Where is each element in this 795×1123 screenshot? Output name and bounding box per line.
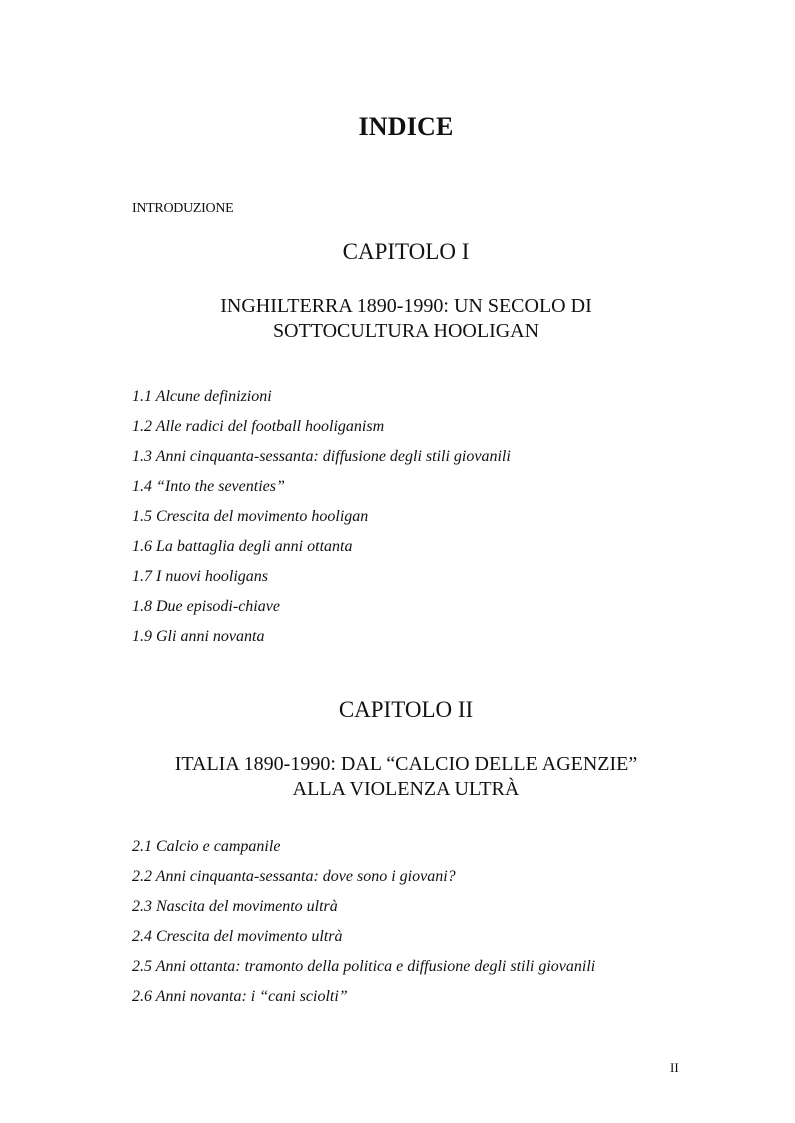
- page-number: II: [670, 1060, 679, 1075]
- chapter-2-subtitle-line: ITALIA 1890-1990: DAL “CALCIO DELLE AGENZIE”: [174, 753, 638, 775]
- chapter-1-entries: [132, 388, 511, 658]
- toc-entry: 1.4 “Into the seventies”: [132, 478, 285, 495]
- chapter-1-subtitle: [0, 294, 795, 344]
- toc-entry: 2.1 Calcio e campanile: [132, 838, 281, 855]
- toc-entry: 2.5 Anni ottanta: tramonto della politica e diffusione degli stili giovanili: [132, 958, 596, 975]
- chapter-2-subtitle-line: ALLA VIOLENZA ULTRÀ: [292, 778, 520, 800]
- chapter-2-heading: CAPITOLO II: [338, 697, 474, 722]
- toc-entry: 1.9 Gli anni novanta: [132, 628, 265, 645]
- toc-entry: 1.5 Crescita del movimento hooligan: [132, 508, 369, 525]
- toc-entry: 1.7 I nuovi hooligans: [132, 568, 268, 585]
- toc-entry: 2.4 Crescita del movimento ultrà: [132, 928, 343, 945]
- toc-entry: 1.3 Anni cinquanta-sessanta: diffusione degli stili giovanili: [132, 448, 511, 465]
- toc-entry: 2.2 Anni cinquanta-sessanta: dove sono i giovani?: [132, 868, 456, 885]
- toc-entry: 2.6 Anni novanta: i “cani sciolti”: [132, 988, 348, 1005]
- toc-introduction: INTRODUZIONE: [132, 201, 234, 216]
- page-title: INDICE: [358, 112, 454, 141]
- chapter-1-subtitle-line: INGHILTERRA 1890-1990: UN SECOLO DI: [220, 295, 592, 317]
- toc-entry: 1.8 Due episodi-chiave: [132, 598, 280, 615]
- toc-entry: 1.6 La battaglia degli anni ottanta: [132, 538, 353, 555]
- toc-entry: 1.1 Alcune definizioni: [132, 388, 272, 405]
- chapter-2-subtitle: [0, 752, 795, 802]
- toc-entry: 1.2 Alle radici del football hooliganism: [132, 418, 385, 435]
- chapter-1-heading: CAPITOLO I: [342, 239, 470, 264]
- chapter-2-entries: [132, 838, 595, 1018]
- chapter-1-subtitle-line: SOTTOCULTURA HOOLIGAN: [272, 320, 540, 342]
- toc-entry: 2.3 Nascita del movimento ultrà: [132, 898, 338, 915]
